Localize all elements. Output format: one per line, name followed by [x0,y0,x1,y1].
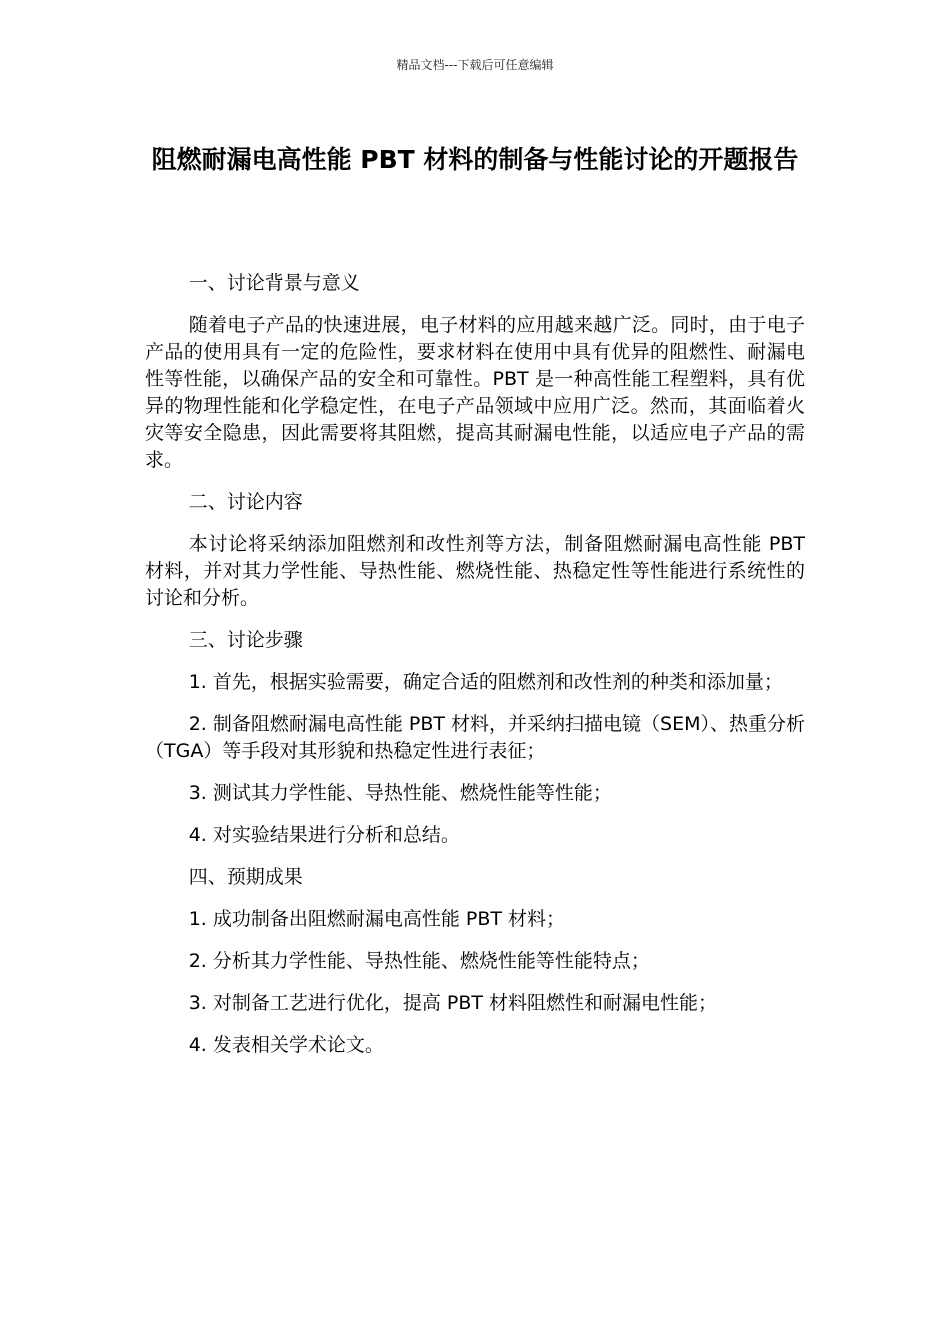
outcome-item: 3. 对制备工艺进行优化，提高 PBT 材料阻燃性和耐漏电性能； [188,992,718,1014]
step-item: 1. 首先，根据实验需要，确定合适的阻燃剂和改性剂的种类和添加量； [188,671,783,693]
header-note: 精品文档---下载后可任意编辑 [396,58,554,72]
paragraph-content: 本讨论将采纳添加阻燃剂和改性剂等方法，制备阻燃耐漏电高性能 PBT 材料，并对其力学性能、导热性能、燃烧性能、热稳定性等性能进行系统性的讨论和分析。 [145,533,805,609]
section-heading-content: 二、讨论内容 [188,491,303,513]
step-item: 3. 测试其力学性能、导热性能、燃烧性能等性能； [188,782,612,804]
outcome-item: 4. 发表相关学术论文。 [188,1034,384,1056]
outcome-item: 1. 成功制备出阻燃耐漏电高性能 PBT 材料； [188,908,566,930]
paragraph-background: 随着电子产品的快速进展，电子材料的应用越来越广泛。同时，由于电子产品的使用具有一定的危险性，要求材料在使用中具有优异的阻燃性、耐漏电性等性能，以确保产品的安全和可靠性。PBT 是一种高性能工程塑料，具有优异的物理性能和化学稳定性，在电子产品领域中应用广泛。然而，其面临着火灾等安全隐患，因此需要将其阻燃，提高其耐漏电性能，以适应电子产品的需求。 [145,314,805,471]
document-body [145,270,805,1074]
step-item: 4. 对实验结果进行分析和总结。 [188,824,460,846]
document-title: 阻燃耐漏电高性能 PBT 材料的制备与性能讨论的开题报告 [151,145,799,174]
outcome-item: 2. 分析其力学性能、导热性能、燃烧性能等性能特点； [188,950,650,972]
section-heading-outcomes: 四、预期成果 [188,866,303,888]
step-item: 2. 制备阻燃耐漏电高性能 PBT 材料，并采纳扫描电镜（SEM）、热重分析（TGA）等手段对其形貌和热稳定性进行表征； [145,713,805,762]
section-heading-steps: 三、讨论步骤 [188,629,303,651]
section-heading-background: 一、讨论背景与意义 [188,272,360,294]
